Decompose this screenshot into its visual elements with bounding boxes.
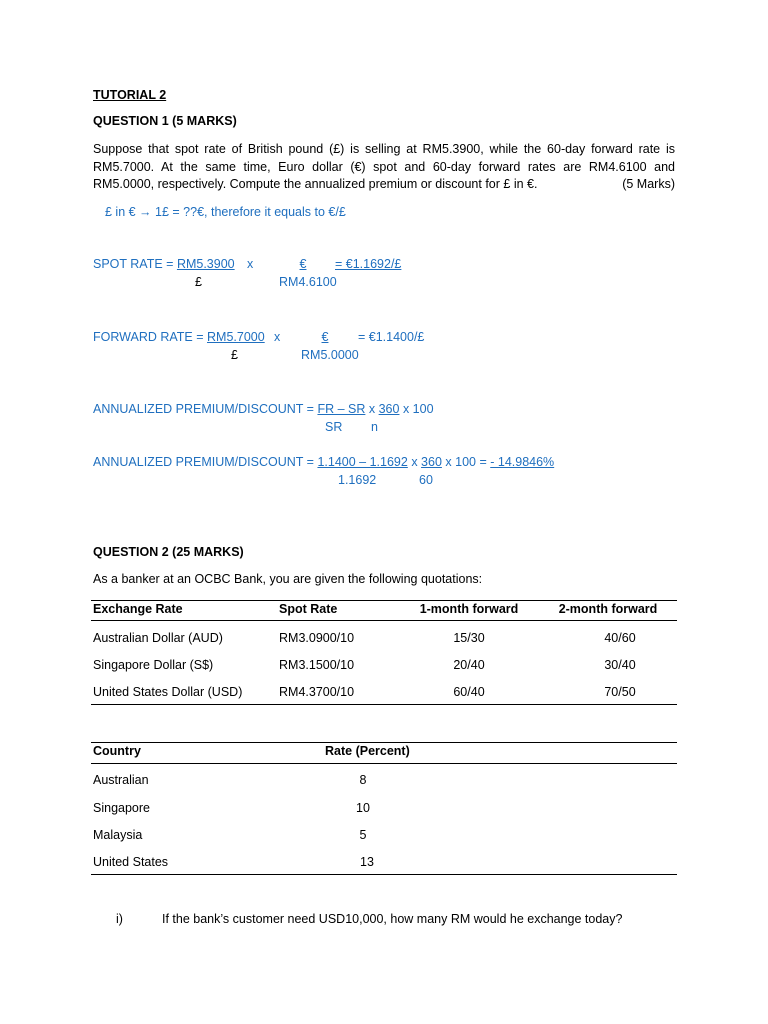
spot-rate-result: = €1.1692/£ [335, 257, 402, 271]
exchange-cell-2m: 70/50 [604, 685, 636, 699]
calculation-line [93, 455, 554, 469]
rate-cell-value: 5 [359, 828, 367, 842]
question-i-text: If the bank’s customer need USD10,000, how many RM would he exchange today? [162, 912, 623, 926]
exchange-cell-2m: 30/40 [604, 658, 636, 672]
rate-table-top-rule [91, 742, 677, 743]
formula-times: x [368, 402, 376, 416]
question-1-body [93, 141, 675, 194]
forward-rate-result: = €1.1400/£ [358, 330, 425, 344]
question-2-intro: As a banker at an OCBC Bank, you are given the following quotations: [93, 572, 483, 586]
exchange-cell-2m: 40/60 [604, 631, 636, 645]
rate-cell-country: Singapore [93, 801, 150, 815]
formula-tail: x 100 [402, 402, 434, 416]
exchange-table-header-rule [91, 620, 677, 621]
calculation-denominator: 1.1692 [338, 473, 377, 487]
exchange-cell-1m: 60/40 [453, 685, 485, 699]
spot-rate-times: x [247, 257, 254, 271]
formula-label: ANNUALIZED PREMIUM/DISCOUNT = [93, 402, 318, 416]
question-1-marks: (5 Marks) [622, 177, 675, 191]
forward-rate-euro-denominator: RM5.0000 [301, 348, 359, 362]
question-1-hint: £ in € → 1£ = ??€, therefore it equals to €/£ [105, 205, 346, 219]
exchange-cell-1m: 15/30 [453, 631, 485, 645]
question-2-heading: QUESTION 2 (25 MARKS) [93, 545, 244, 559]
question-i-number: i) [116, 912, 123, 926]
exchange-cell-spot: RM3.0900/10 [279, 631, 355, 645]
spot-rate-euro-denominator: RM4.6100 [279, 275, 337, 289]
rate-cell-country: Malaysia [93, 828, 143, 842]
formula-line [93, 402, 434, 416]
rate-cell-country: United States [93, 855, 169, 869]
exchange-cell-currency: Singapore Dollar (S$) [93, 658, 214, 672]
calculation-days-denominator: 60 [419, 473, 433, 487]
forward-rate-times: x [274, 330, 281, 344]
exchange-cell-spot: RM4.3700/10 [279, 685, 355, 699]
question-1-text: Suppose that spot rate of British pound (£) is selling at RM5.3900, while the 60-day forward rate is RM5.7000. At the same time, Euro dollar (€) spot and 60-day forward rates are RM4.6100 and RM5.0000, respectively. Compute the annualized premium or discount for £ in €. [93, 142, 675, 191]
exchange-table-top-rule [91, 600, 677, 601]
forward-rate-result-wrap [358, 330, 424, 344]
formula-denominator: SR [325, 420, 343, 434]
calculation-days-numerator: 360 [421, 455, 442, 469]
exchange-cell-spot: RM3.1500/10 [279, 658, 355, 672]
exchange-header-1m: 1-month forward [419, 602, 519, 616]
formula-days-denominator: n [371, 420, 378, 434]
exchange-cell-1m: 20/40 [453, 658, 485, 672]
calculation-numerator: 1.1400 – 1.1692 [317, 455, 408, 469]
exchange-header-2m: 2-month forward [558, 602, 658, 616]
exchange-header-spot: Spot Rate [279, 602, 338, 616]
rate-cell-value: 10 [356, 801, 370, 815]
calculation-label: ANNUALIZED PREMIUM/DISCOUNT = [93, 455, 318, 469]
rate-cell-value: 13 [360, 855, 374, 869]
spot-rate-euro-numerator: € [299, 257, 307, 271]
rate-table-header-rule [91, 763, 677, 764]
spot-rate-numerator: RM5.3900 [176, 257, 235, 271]
spot-rate-label: SPOT RATE = [93, 257, 177, 271]
spot-rate-denominator: £ [195, 275, 202, 289]
formula-days-numerator: 360 [378, 402, 400, 416]
exchange-cell-currency: Australian Dollar (AUD) [93, 631, 223, 645]
rate-table-bottom-rule [91, 874, 677, 875]
forward-rate-euro-numerator: € [321, 330, 329, 344]
tutorial-title: TUTORIAL 2 [93, 88, 167, 102]
forward-rate-denominator: £ [231, 348, 238, 362]
calculation-result: - 14.9846% [490, 455, 555, 469]
formula-numerator: FR – SR [317, 402, 366, 416]
calculation-tail: x 100 = [445, 455, 487, 469]
forward-rate-numerator: RM5.7000 [207, 330, 265, 344]
exchange-table-bottom-rule [91, 704, 677, 705]
rate-header-percent: Rate (Percent) [325, 744, 410, 758]
calculation-times: x [411, 455, 418, 469]
forward-rate-line [93, 330, 265, 344]
question-1-heading: QUESTION 1 (5 MARKS) [93, 114, 237, 128]
rate-cell-value: 8 [359, 773, 367, 787]
rate-cell-country: Australian [93, 773, 149, 787]
exchange-cell-currency: United States Dollar (USD) [93, 685, 243, 699]
rate-header-country: Country [93, 744, 141, 758]
forward-rate-label: FORWARD RATE = [93, 330, 208, 344]
spot-rate-line [93, 257, 235, 271]
exchange-header-rate: Exchange Rate [93, 602, 183, 616]
